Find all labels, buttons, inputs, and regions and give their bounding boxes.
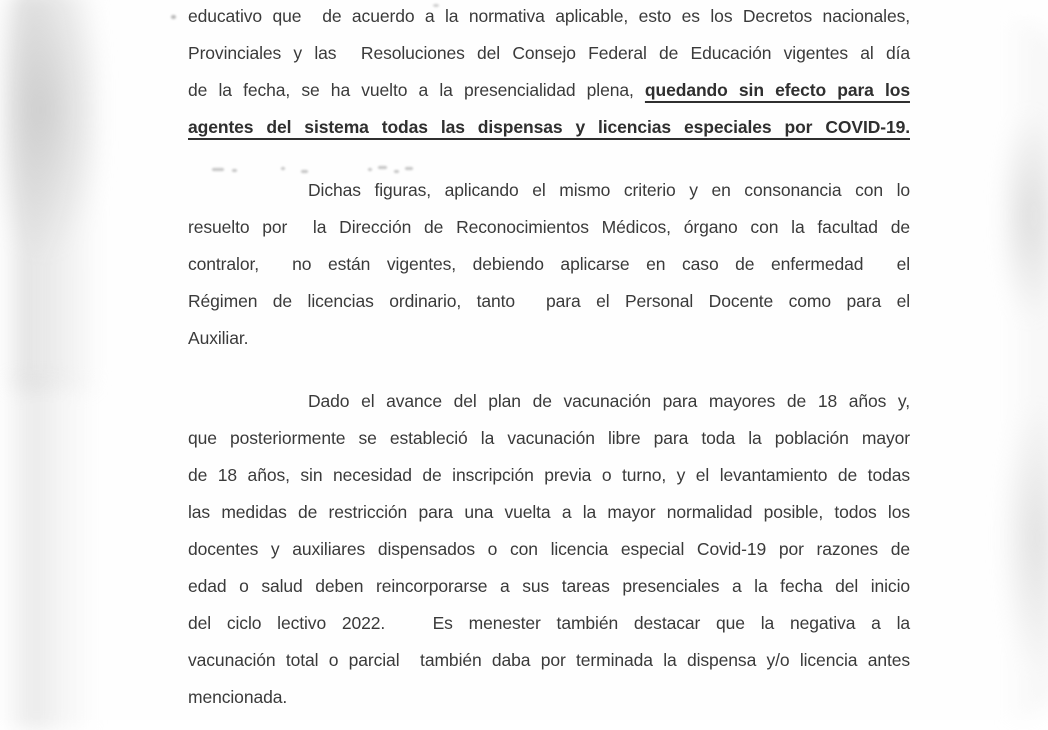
text-segment: docentes y auxiliares dispensados o con licencia especial Covid-19 por razones de	[188, 539, 910, 559]
paragraph-1	[188, 0, 910, 146]
text-line	[188, 568, 910, 605]
text-segment: de la fecha, se ha vuelto a la presencialidad plena,	[188, 80, 645, 100]
text-line	[188, 383, 910, 420]
text-line	[188, 35, 910, 72]
text-line	[188, 283, 910, 320]
page-edge-shadow-left-bottom	[2, 380, 98, 730]
scan-speck	[171, 15, 176, 19]
text-line	[188, 531, 910, 568]
paragraph-2	[188, 172, 910, 357]
scan-artifact-marks	[212, 164, 492, 176]
text-segment: Dichas figuras, aplicando el mismo criterio y en consonancia con lo	[308, 180, 910, 200]
emphasized-text-segment: quedando sin efecto para los	[644, 80, 910, 100]
text-segment: edad o salud deben reincorporarse a sus tareas presenciales a la fecha del inicio	[188, 576, 910, 596]
text-line	[188, 0, 910, 35]
text-line	[188, 172, 910, 209]
paragraph-3	[188, 383, 910, 716]
document-text	[188, 0, 910, 716]
text-line	[188, 320, 910, 357]
page-edge-shadow-right	[974, 20, 1048, 720]
text-line	[188, 420, 910, 457]
text-segment: del ciclo lectivo 2022. Es menester también destacar que la negativa a la	[188, 613, 910, 633]
page-edge-shadow-left-top	[2, 0, 102, 390]
text-line	[188, 494, 910, 531]
text-line	[188, 109, 910, 146]
emphasized-text-segment: agentes del sistema todas las dispensas y licencias especiales por COVID-19.	[188, 117, 910, 137]
text-segment: que posteriormente se estableció la vacunación libre para toda la población mayor	[188, 428, 910, 448]
text-segment: resuelto por la Dirección de Reconocimientos Médicos, órgano con la facultad de	[188, 217, 910, 237]
text-segment: las medidas de restricción para una vuelta a la mayor normalidad posible, todos los	[188, 502, 910, 522]
text-segment: vacunación total o parcial también daba por terminada la dispensa y/o licencia antes	[188, 650, 910, 670]
text-segment: de 18 años, sin necesidad de inscripción previa o turno, y el levantamiento de todas	[188, 465, 910, 485]
text-line	[188, 72, 910, 109]
text-line	[188, 679, 910, 716]
text-segment: Provinciales y las Resoluciones del Consejo Federal de Educación vigentes al día	[188, 43, 910, 63]
text-line	[188, 642, 910, 679]
text-line	[188, 457, 910, 494]
text-segment: contralor, no están vigentes, debiendo aplicarse en caso de enfermedad el	[188, 254, 910, 274]
text-segment: Auxiliar.	[188, 328, 249, 348]
text-line	[188, 246, 910, 283]
text-line	[188, 605, 910, 642]
text-segment: Régimen de licencias ordinario, tanto para el Personal Docente como para el	[188, 291, 910, 311]
text-segment: educativo que de acuerdo a la normativa aplicable, esto es los Decretos nacionales,	[188, 6, 910, 26]
text-segment: mencionada.	[188, 687, 288, 707]
text-segment: Dado el avance del plan de vacunación para mayores de 18 años y,	[308, 391, 910, 411]
text-line	[188, 209, 910, 246]
